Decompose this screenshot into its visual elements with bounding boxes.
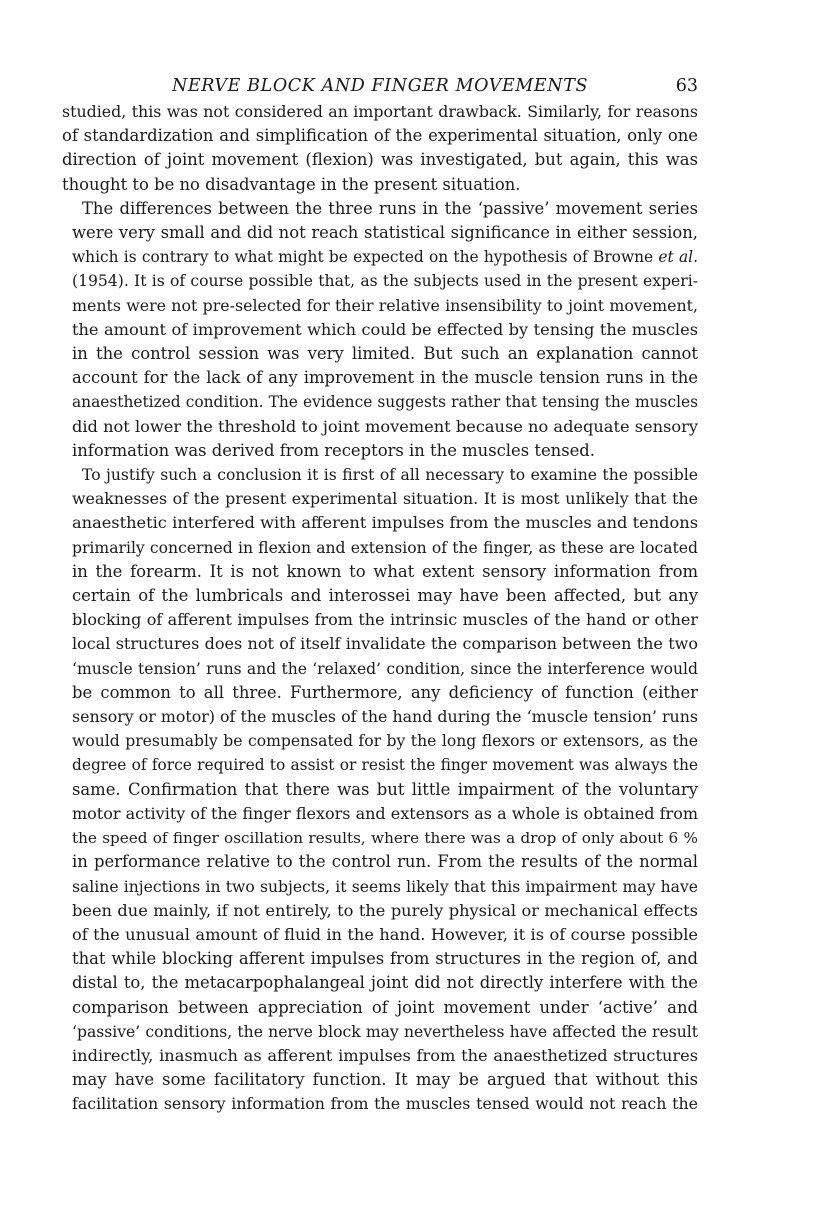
text-line: of standardization and simplification of the experimental situation, only one	[62, 126, 698, 146]
text-line: thought to be no disadvantage in the present situation.	[62, 174, 521, 194]
text-line: distal to, the metacarpophalangeal joint did not directly interfere with the	[72, 973, 698, 993]
text-line: comparison between appreciation of joint movement under ‘active’ and	[72, 997, 698, 1017]
text-line: in the control session was very limited. But such an explanation cannot	[72, 344, 698, 364]
text-line: account for the lack of any improvement in the muscle tension runs in the	[72, 368, 698, 388]
text-line: To justify such a conclusion it is first of all necessary to examine the possible	[82, 466, 698, 485]
italic-citation: et al.	[658, 248, 698, 267]
text-line: in the forearm. It is not known to what extent sensory information from	[72, 561, 698, 581]
text-line: anaesthetized condition. The evidence suggests rather that tensing the muscles	[72, 393, 698, 412]
text-line: ‘muscle tension’ runs and the ‘relaxed’ condition, since the interference would	[72, 659, 698, 678]
text-line: may have some facilitatory function. It may be argued that without this	[72, 1070, 698, 1090]
text-line: would presumably be compensated for by the long flexors or extensors, as the	[72, 732, 698, 751]
text-line: that while blocking afferent impulses from structures in the region of, and	[72, 949, 698, 969]
body-text	[62, 100, 698, 1117]
text-line: motor activity of the finger flexors and extensors as a whole is obtained from	[72, 803, 698, 823]
text-line: were very small and did not reach statistical significance in either session,	[72, 223, 698, 243]
page-number: 63	[675, 76, 698, 96]
paragraph	[62, 463, 698, 1116]
journal-page	[62, 72, 698, 1117]
text-line: ments were not pre-selected for their relative insensibility to joint movement,	[72, 295, 698, 315]
text-line: the amount of improvement which could be effected by tensing the muscles	[72, 319, 698, 339]
text-line: did not lower the threshold to joint movement because no adequate sensory	[72, 416, 698, 436]
text-line: in performance relative to the control run. From the results of the normal	[72, 852, 698, 872]
running-title: NERVE BLOCK AND FINGER MOVEMENTS	[171, 76, 589, 96]
text-line: the speed of finger oscillation results, where there was a drop of only about 6 %	[72, 829, 698, 848]
text-line: degree of force required to assist or resist the finger movement was always the	[72, 756, 698, 775]
text-line: indirectly, inasmuch as afferent impulses from the anaesthetized structures	[72, 1045, 698, 1065]
text-line: The differences between the three runs in the ‘passive’ movement series	[82, 198, 698, 218]
text-line: be common to all three. Furthermore, any deficiency of function (either	[72, 682, 698, 702]
text-line: facilitation sensory information from the muscles tensed would not reach the	[72, 1094, 698, 1114]
text-line: sensory or motor) of the muscles of the hand during the ‘muscle tension’ runs	[72, 707, 698, 727]
paragraph	[62, 100, 698, 197]
text-line: weaknesses of the present experimental situation. It is most unlikely that the	[72, 489, 698, 509]
running-head	[62, 72, 698, 100]
text-line: saline injections in two subjects, it seems likely that this impairment may have	[72, 877, 698, 896]
text-line: of the unusual amount of fluid in the hand. However, it is of course possible	[72, 924, 698, 944]
text-line: (1954). It is of course possible that, as the subjects used in the present experi-	[72, 272, 698, 291]
text-line: direction of joint movement (flexion) was investigated, but again, this was	[62, 150, 698, 170]
text-line: been due mainly, if not entirely, to the purely physical or mechanical effects	[72, 900, 698, 920]
text-line: studied, this was not considered an important drawback. Similarly, for reasons	[62, 102, 698, 121]
text-line: information was derived from receptors in the muscles tensed.	[72, 440, 596, 460]
text-line: which is contrary to what might be expected on the hypothesis of Browne et al.	[72, 248, 698, 267]
text-line: local structures does not of itself invalidate the comparison between the two	[72, 634, 698, 654]
text-line: same. Confirmation that there was but little impairment of the voluntary	[72, 779, 698, 799]
text-line: blocking of afferent impulses from the intrinsic muscles of the hand or other	[72, 610, 698, 630]
text-line: primarily concerned in flexion and extension of the finger, as these are located	[72, 538, 698, 557]
text-line: anaesthetic interfered with afferent impulses from the muscles and tendons	[72, 513, 698, 533]
text-line: certain of the lumbricals and interossei may have been affected, but any	[72, 586, 698, 606]
paragraph	[62, 197, 698, 463]
text-line: ‘passive’ conditions, the nerve block may nevertheless have affected the result	[72, 1022, 698, 1041]
